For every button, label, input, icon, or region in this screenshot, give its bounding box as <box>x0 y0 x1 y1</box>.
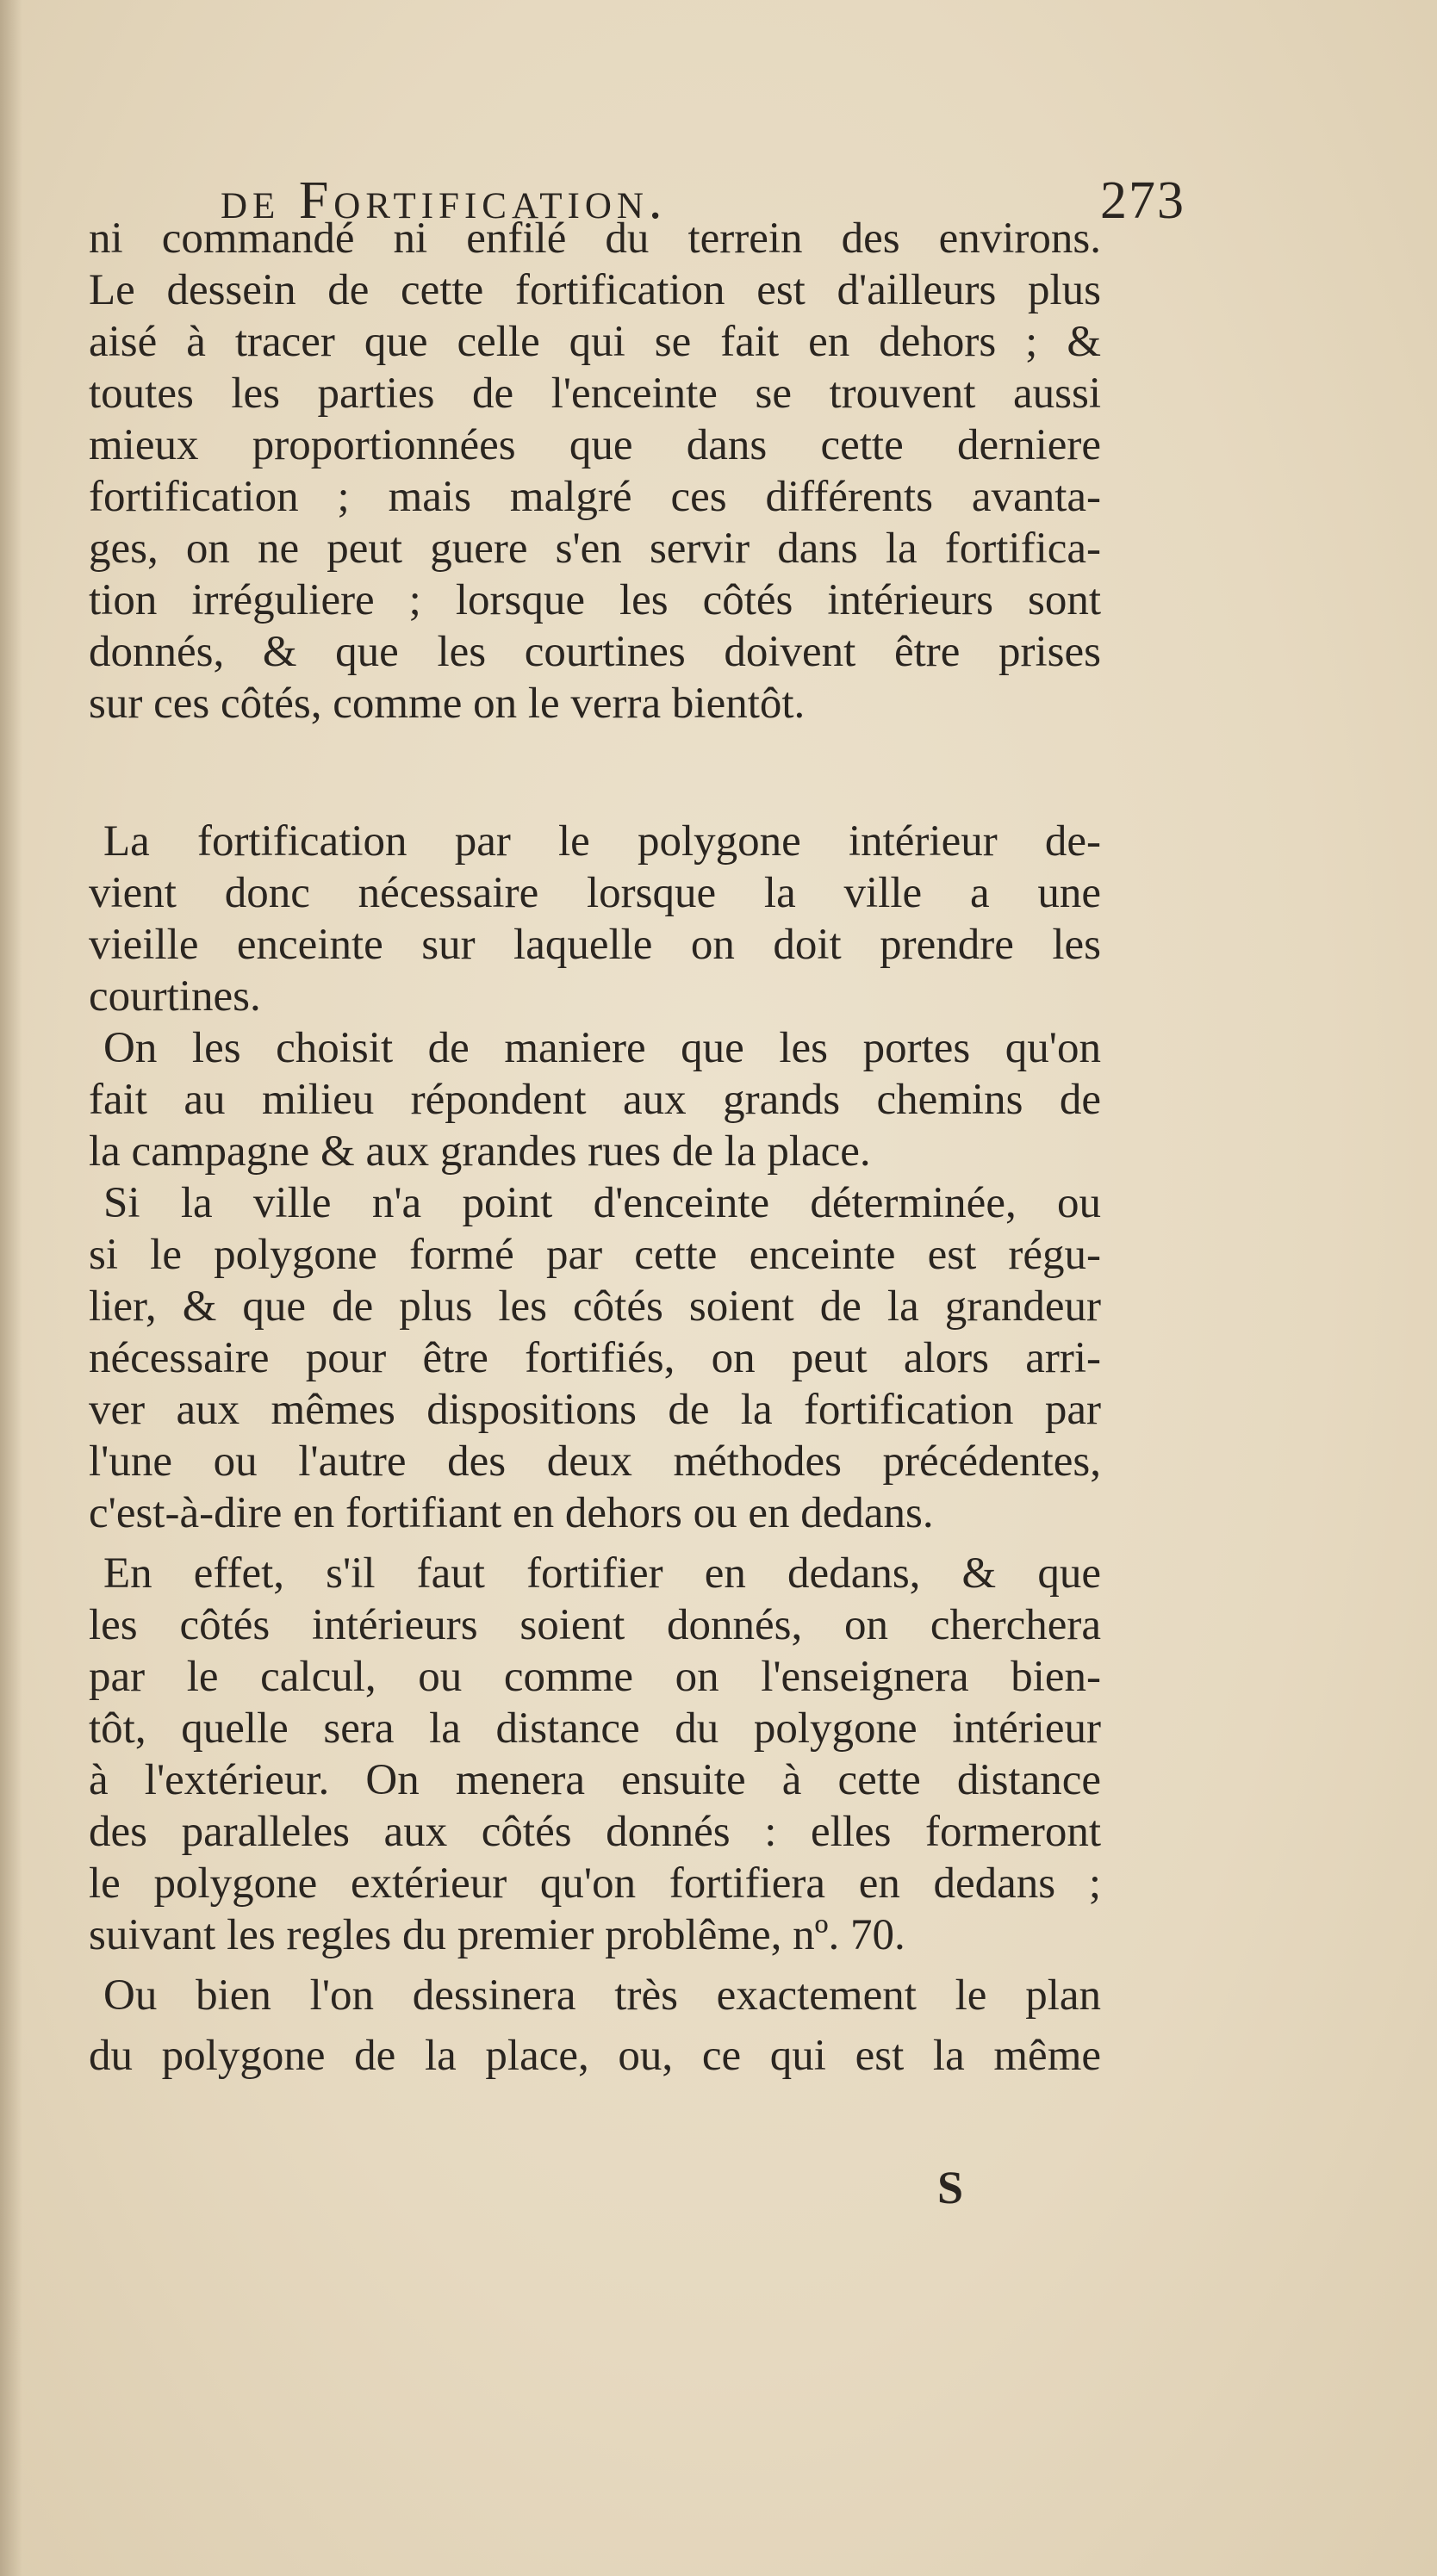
text-line: la campagne & aux grandes rues de la place. <box>89 1127 871 1176</box>
text-line: tion irréguliere ; lorsque les côtés intérieurs sont <box>89 576 1101 624</box>
text-line: suivant les regles du premier problême, nº. 70. <box>89 1911 905 1959</box>
text-line: lier, & que de plus les côtés soient de la grandeur <box>89 1282 1101 1331</box>
text-line: aisé à tracer que celle qui se fait en dehors ; & <box>89 318 1101 366</box>
text-line: En effet, s'il faut fortifier en dedans, & que <box>103 1549 1101 1598</box>
text-line: par le calcul, ou comme on l'enseignera bien- <box>89 1653 1101 1701</box>
text-line: l'une ou l'autre des deux méthodes précédentes, <box>89 1437 1101 1486</box>
text-line: Ou bien l'on dessinera très exactement le plan <box>103 1971 1101 2020</box>
running-title: de Fortification. <box>221 171 668 230</box>
text-line: sur ces côtés, comme on le verra bientôt. <box>89 680 806 728</box>
text-line: fait au milieu répondent aux grands chemins de <box>89 1076 1101 1124</box>
text-line: à l'extérieur. On menera ensuite à cette distance <box>89 1756 1101 1804</box>
text-line: ver aux mêmes dispositions de la fortification par <box>89 1386 1101 1434</box>
text-line: mieux proportionnées que dans cette derniere <box>89 421 1101 469</box>
text-line: si le polygone formé par cette enceinte est régu- <box>89 1231 1101 1279</box>
text-line: des paralleles aux côtés donnés : elles formeront <box>89 1808 1101 1856</box>
text-line: le polygone extérieur qu'on fortifiera en dedans ; <box>89 1859 1101 1908</box>
signature-mark: S <box>937 2162 964 2213</box>
text-line: vient donc nécessaire lorsque la ville a une <box>89 869 1101 917</box>
text-line: les côtés intérieurs soient donnés, on cherchera <box>89 1601 1101 1649</box>
text-line: donnés, & que les courtines doivent être prises <box>89 628 1101 676</box>
text-line: du polygone de la place, ou, ce qui est la même <box>89 2032 1101 2080</box>
text-line: nécessaire pour être fortifiés, on peut alors arri- <box>89 1334 1101 1382</box>
text-line: ges, on ne peut guere s'en servir dans la fortifica- <box>89 525 1101 573</box>
text-line: Si la ville n'a point d'enceinte déterminée, ou <box>103 1179 1101 1227</box>
text-line: toutes les parties de l'enceinte se trouvent aussi <box>89 369 1101 418</box>
text-line: La fortification par le polygone intérieur de- <box>103 817 1101 866</box>
text-line: fortification ; mais malgré ces différents avanta- <box>89 473 1101 521</box>
text-line: vieille enceinte sur laquelle on doit prendre les <box>89 921 1101 969</box>
text-line: On les choisit de maniere que les portes qu'on <box>103 1024 1101 1072</box>
page-gutter-shadow <box>0 0 22 2576</box>
text-line: tôt, quelle sera la distance du polygone intérieur <box>89 1704 1101 1753</box>
text-line: ni commandé ni enfilé du terrein des environs. <box>89 214 1101 263</box>
text-line: courtines. <box>89 972 261 1021</box>
page-number: 273 <box>1100 171 1185 230</box>
text-line: c'est-à-dire en fortifiant en dehors ou en dedans. <box>89 1489 934 1537</box>
text-line: Le dessein de cette fortification est d'ailleurs plus <box>89 266 1101 314</box>
